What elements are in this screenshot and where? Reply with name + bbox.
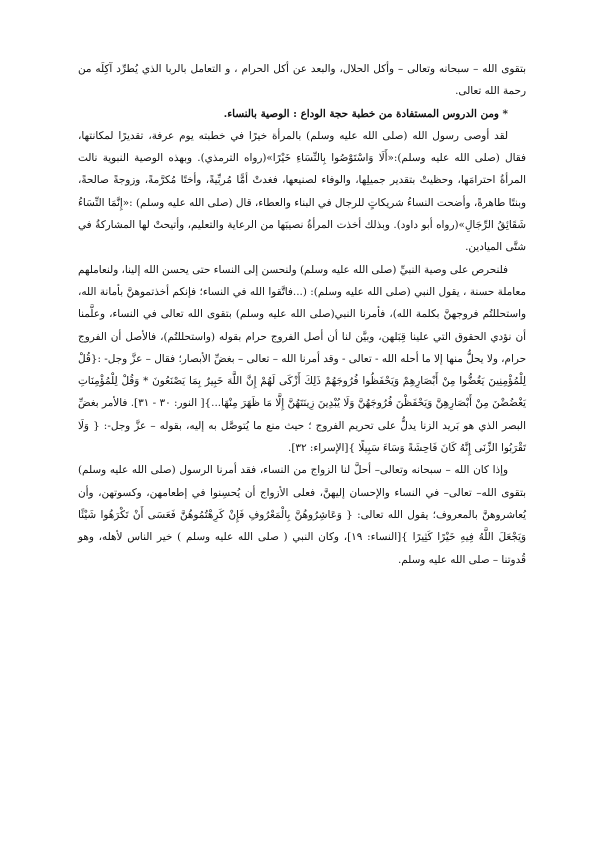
paragraph-ihsan: فلنحرص على وصية النبيِّ (صلى الله عليه وسلم) ولنحسن إلى النساء حتى يحسن الله إلينا، ولنعاملهم معاملة حسنة ، يقول النبي (صلى الله عليه وسلم): (...فاتَّقوا الله في النساء؛ فإنكم أخذتموهنَّ بأمانة الله، واستحللتُم فروجهنَّ بكلمة الله)، فأمرنا النبي(صلى الله عليه وسلم) بتقوى الله تعالى في النساء، وعلَّمنا أن نؤدي الحقوق التي علينا قِبَلهن، وبيَّن لنا أن أصل الفروج حرام بقوله (واستحللتُم)، فالأصل أن الفروج حرام، ولا يحلُّ منها إلا ما أحله الله - تعالى - وقد أمرنا الله – تعالى – بغضِّ الأبصار؛ فقال – عزَّ وجل- :{قُلْ لِلْمُؤْمِنِينَ يَغُضُّوا مِنْ أَبْصَارِهِمْ وَيَحْفَظُوا فُرُوجَهُمْ ذَلِكَ أَزْكَى لَهُمْ إِنَّ اللَّهَ خَبِيرٌ بِمَا يَصْنَعُونَ * وَقُلْ لِلْمُؤْمِنَاتِ يَغْضُضْنَ مِنْ أَبْصَارِهِنَّ وَيَحْفَظْنَ فُرُوجَهُنَّ وَلَا يُبْدِينَ زِينَتَهُنَّ إِلَّا مَا ظَهَرَ مِنْهَا...}[ النور: ٣٠ - ٣١]. فالأمر بغضِّ البصر الذي هو بَريد الزنا يدلُّ على تحريم الفروج ؛ حيث منع ما يُتوصَّل به إليه، بقوله – عزَّ وجل-: { وَلَا تَقْرَبُوا الزِّنَى إِنَّهُ كَانَ فَاحِشَةً وَسَاءَ سَبِيلًا }[الإسراء: ٣٢]. — [78, 263, 526, 455]
paragraph-zawaj: وإذا كان الله – سبحانه وتعالى– أحلَّ لنا الزواج من النساء، فقد أمرنا الرسول (صلى الله عليه وسلم) بتقوى الله– تعالى– في النساء والإحسان إليهنَّ، فعلى الأزواج أن يُحسِنوا في إطعامهن، وكسوتهن، وأن يُعاشروهنَّ بالمعروف؛ يقول الله تعالى: { وَعَاشِرُوهُنَّ بِالْمَعْرُوفِ فَإِنْ كَرِهْتُمُوهُنَّ فَعَسَى أَنْ تَكْرَهُوا شَيْئًا وَيَجْعَلَ اللَّهُ فِيهِ خَيْرًا كَثِيرًا }[النساء: ١٩]، وكان النبي ( صلى الله عليه وسلم ) خير الناس لأهله، وهو قُدوتنا – صلى الله عليه وسلم. — [78, 464, 526, 566]
paragraph-wasiyya: لقد أوصى رسول الله (صلى الله عليه وسلم) بالمرأة خيرًا في خطبته يوم عرفة، تقديرًا لمكانتها، فقال (صلى الله عليه وسلم):«أَلَا وَاسْتَوْصُوا بِالنِّسَاءِ خَيْرًا»(رواه الترمذي). وبهذه الوصية النبوية نالت المرأةُ احترامَها، وحظيتْ بتقدير جميلِها، والوفاء لصنيعها، فغدتْ أمًّا مُربِّيةً، وأختًا مُكرَّمةً، وزوجةً صالحةً، وبنتًا طاهرةً، وأضحت النساءُ شريكاتٍ للرجال في البناء والعطاء، قال (صلى الله عليه وسلم) :«إِنَّمَا النِّسَاءُ شَقَائِقُ الرِّجَالِ»(رواه أبو داود). وبذلك أخذت المرأةُ نصيبَها من الرعاية والتعليم، وأتيحتْ لها المشاركةُ في شتَّى الميادين. — [78, 129, 526, 254]
body-text — [78, 58, 526, 571]
paragraph-intro: بتقوى الله – سبحانه وتعالى – وأكل الحلال، والبعد عن أكل الحرام ، و التعامل بالربا الذي يُطرِّد آكِلَه من رحمة الله تعالى. — [78, 63, 526, 98]
section-heading: * ومن الدروس المستفادة من خطبة حجة الوداع : الوصية بالنساء. — [223, 107, 508, 120]
